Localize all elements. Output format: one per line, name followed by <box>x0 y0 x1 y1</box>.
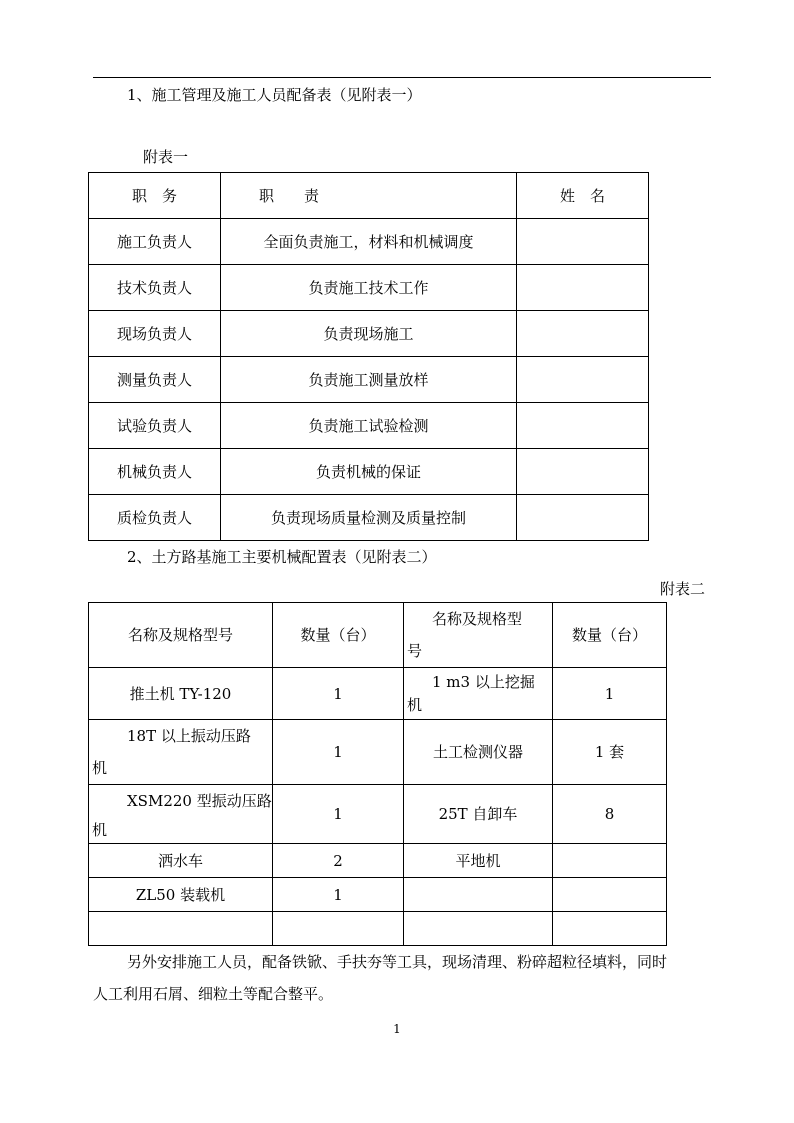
quantity-cell-2: 1 套 <box>553 720 667 785</box>
table-header-row <box>89 603 667 668</box>
table-row <box>89 720 667 785</box>
header-machine-name: 名称及规格型号 <box>89 603 273 668</box>
duty-cell: 负责现场施工 <box>221 311 517 357</box>
machine-cell: 洒水车 <box>89 844 273 878</box>
quantity-cell: 1 <box>273 785 404 844</box>
role-cell: 现场负责人 <box>89 311 221 357</box>
machine-cell <box>89 912 273 946</box>
duty-cell: 负责施工测量放样 <box>221 357 517 403</box>
name-cell <box>517 219 649 265</box>
name-cell <box>517 265 649 311</box>
duty-cell: 负责机械的保证 <box>221 449 517 495</box>
machine-cell <box>89 720 273 785</box>
name-cell <box>517 449 649 495</box>
duty-cell: 负责施工技术工作 <box>221 265 517 311</box>
table-row <box>89 495 649 541</box>
table-row <box>89 265 649 311</box>
quantity-cell: 1 <box>273 878 404 912</box>
machine-cell-2: 土工检测仪器 <box>404 720 553 785</box>
quantity-cell: 2 <box>273 844 404 878</box>
role-cell: 测量负责人 <box>89 357 221 403</box>
role-cell: 施工负责人 <box>89 219 221 265</box>
name-cell <box>517 495 649 541</box>
table-row <box>89 912 667 946</box>
role-cell: 质检负责人 <box>89 495 221 541</box>
duty-cell: 负责现场质量检测及质量控制 <box>221 495 517 541</box>
name-cell <box>517 357 649 403</box>
machine-cell <box>89 785 273 844</box>
name-cell <box>517 403 649 449</box>
machine-cell-line2: 机 <box>92 759 108 777</box>
machine-cell-2 <box>404 912 553 946</box>
machinery-table <box>88 602 667 946</box>
table-header-row <box>89 173 649 219</box>
staff-table <box>88 172 649 541</box>
table-row <box>89 844 667 878</box>
name-cell <box>517 311 649 357</box>
quantity-cell-2 <box>553 878 667 912</box>
table-row <box>89 668 667 720</box>
table-row <box>89 785 667 844</box>
table-row <box>89 357 649 403</box>
header-rule <box>93 77 711 78</box>
quantity-cell-2 <box>553 844 667 878</box>
header-name: 姓 名 <box>517 173 649 219</box>
machine-cell-2 <box>404 878 553 912</box>
quantity-cell: 1 <box>273 720 404 785</box>
table-row <box>89 219 649 265</box>
quantity-cell-2 <box>553 912 667 946</box>
closing-paragraph-line-1: 另外安排施工人员，配备铁锨、手扶夯等工具，现场清理、粉碎超粒径填料，同时 <box>127 953 668 971</box>
header-machine-name-2-line1: 名称及规格型 <box>432 610 523 628</box>
machine-cell-2-line1: 1 m3 以上挖掘 <box>432 673 535 691</box>
header-duty: 职 责 <box>221 173 517 219</box>
page-number: 1 <box>393 1022 401 1036</box>
table-1-caption: 附表一 <box>143 148 189 166</box>
header-role: 职 务 <box>89 173 221 219</box>
quantity-cell-2: 1 <box>553 668 667 720</box>
table-row <box>89 878 667 912</box>
table-2-caption: 附表二 <box>660 580 706 598</box>
role-cell: 机械负责人 <box>89 449 221 495</box>
header-quantity: 数量（台） <box>273 603 404 668</box>
duty-cell: 全面负责施工，材料和机械调度 <box>221 219 517 265</box>
section-1-heading: 1、施工管理及施工人员配备表（见附表一） <box>127 86 422 104</box>
machine-cell-2: 平地机 <box>404 844 553 878</box>
table-row <box>89 311 649 357</box>
header-machine-name-2-line2: 号 <box>407 642 423 660</box>
quantity-cell <box>273 912 404 946</box>
machine-cell-line1: XSM220 型振动压路 <box>127 792 272 810</box>
quantity-cell: 1 <box>273 668 404 720</box>
duty-cell: 负责施工试验检测 <box>221 403 517 449</box>
closing-paragraph-line-2: 人工利用石屑、细粒土等配合整平。 <box>93 985 334 1003</box>
machine-cell: 推土机 TY-120 <box>89 668 273 720</box>
machine-cell-2 <box>404 668 553 720</box>
machine-cell-line2: 机 <box>92 821 108 839</box>
table-row <box>89 403 649 449</box>
machine-cell-2: 25T 自卸车 <box>404 785 553 844</box>
machine-cell: ZL50 装载机 <box>89 878 273 912</box>
role-cell: 技术负责人 <box>89 265 221 311</box>
role-cell: 试验负责人 <box>89 403 221 449</box>
table-row <box>89 449 649 495</box>
header-quantity-2: 数量（台） <box>553 603 667 668</box>
header-machine-name-2 <box>404 603 553 668</box>
quantity-cell-2: 8 <box>553 785 667 844</box>
machine-cell-line1: 18T 以上振动压路 <box>127 727 251 745</box>
machine-cell-2-line2: 机 <box>407 696 423 714</box>
section-2-heading: 2、土方路基施工主要机械配置表（见附表二） <box>127 548 437 566</box>
